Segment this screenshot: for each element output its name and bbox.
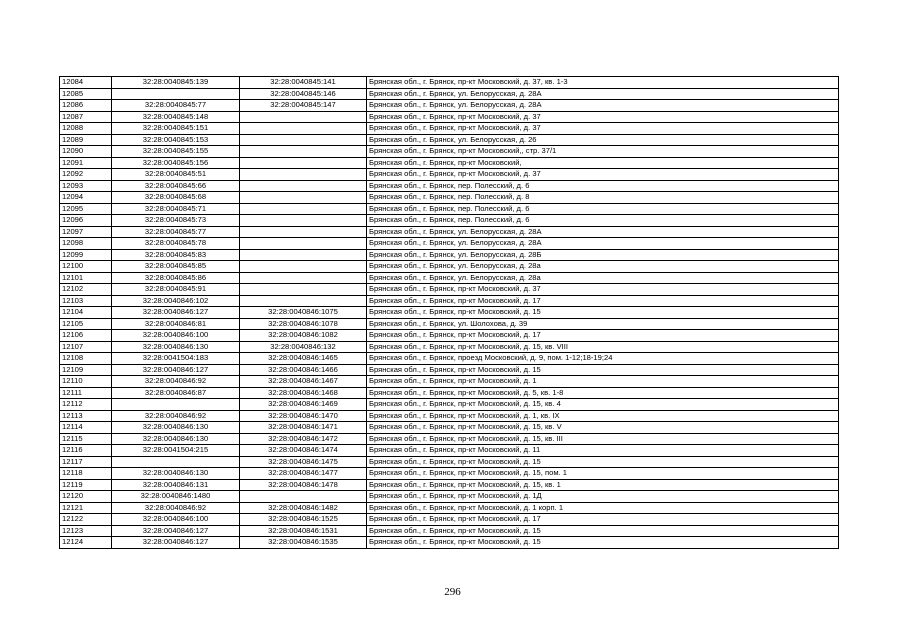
table-row <box>60 376 839 388</box>
cadastral-number-cell: 32:28:0040846:92 <box>112 502 240 514</box>
row-number-cell: 12120 <box>60 491 112 503</box>
cadastral-number-cell: 32:28:0040845:86 <box>112 272 240 284</box>
cadastral-number-cell <box>112 88 240 100</box>
address-cell: Брянская обл., г. Брянск, пр-кт Московский, д. 17 <box>367 514 839 526</box>
cadastral-number-cell: 32:28:0040846:1480 <box>112 491 240 503</box>
address-cell: Брянская обл., г. Брянск, пр-кт Московский, д. 15, кв. III <box>367 433 839 445</box>
related-cadastral-number-cell: 32:28:0040846:1082 <box>240 330 367 342</box>
address-cell: Брянская обл., г. Брянск, пр-кт Московский, д. 15, кв. 1 <box>367 479 839 491</box>
related-cadastral-number-cell: 32:28:0040846:1477 <box>240 468 367 480</box>
cadastral-number-cell: 32:28:0040845:139 <box>112 77 240 89</box>
table-row <box>60 537 839 549</box>
table-row <box>60 353 839 365</box>
cadastral-number-cell: 32:28:0041504:215 <box>112 445 240 457</box>
row-number-cell: 12110 <box>60 376 112 388</box>
address-cell: Брянская обл., г. Брянск, ул. Белорусская, д. 28А <box>367 100 839 112</box>
address-cell: Брянская обл., г. Брянск, ул. Белорусская, д. 28а <box>367 272 839 284</box>
row-number-cell: 12097 <box>60 226 112 238</box>
cadastral-number-cell: 32:28:0040846:127 <box>112 525 240 537</box>
row-number-cell: 12102 <box>60 284 112 296</box>
related-cadastral-number-cell: 32:28:0040846:1075 <box>240 307 367 319</box>
cadastral-number-cell: 32:28:0040846:127 <box>112 537 240 549</box>
address-cell: Брянская обл., г. Брянск, ул. Белорусская, д. 28А <box>367 226 839 238</box>
cadastral-number-cell <box>112 399 240 411</box>
row-number-cell: 12101 <box>60 272 112 284</box>
related-cadastral-number-cell: 32:28:0040845:141 <box>240 77 367 89</box>
address-cell: Брянская обл., г. Брянск, пр-кт Московский, д. 5, кв. 1-8 <box>367 387 839 399</box>
cadastral-number-cell: 32:28:0040845:71 <box>112 203 240 215</box>
table-row <box>60 100 839 112</box>
row-number-cell: 12115 <box>60 433 112 445</box>
cadastral-number-cell: 32:28:0040846:127 <box>112 364 240 376</box>
cadastral-number-cell: 32:28:0040846:81 <box>112 318 240 330</box>
related-cadastral-number-cell: 32:28:0040846:132 <box>240 341 367 353</box>
cadastral-number-cell: 32:28:0040846:92 <box>112 376 240 388</box>
table-row <box>60 433 839 445</box>
table-row <box>60 249 839 261</box>
cadastral-number-cell: 32:28:0040846:100 <box>112 330 240 342</box>
table-row <box>60 77 839 89</box>
related-cadastral-number-cell <box>240 272 367 284</box>
related-cadastral-number-cell <box>240 111 367 123</box>
table-row <box>60 330 839 342</box>
row-number-cell: 12089 <box>60 134 112 146</box>
related-cadastral-number-cell: 32:28:0040845:147 <box>240 100 367 112</box>
table-row <box>60 387 839 399</box>
related-cadastral-number-cell <box>240 295 367 307</box>
row-number-cell: 12103 <box>60 295 112 307</box>
address-cell: Брянская обл., г. Брянск, пр-кт Московский, д. 15, пом. 1 <box>367 468 839 480</box>
related-cadastral-number-cell <box>240 238 367 250</box>
address-cell: Брянская обл., г. Брянск, пр-кт Московский, д. 37 <box>367 111 839 123</box>
related-cadastral-number-cell: 32:28:0040846:1482 <box>240 502 367 514</box>
related-cadastral-number-cell: 32:28:0040846:1466 <box>240 364 367 376</box>
row-number-cell: 12088 <box>60 123 112 135</box>
related-cadastral-number-cell <box>240 249 367 261</box>
cadastral-number-cell: 32:28:0040846:130 <box>112 341 240 353</box>
related-cadastral-number-cell: 32:28:0040846:1531 <box>240 525 367 537</box>
related-cadastral-number-cell <box>240 192 367 204</box>
address-cell: Брянская обл., г. Брянск, пр-кт Московский, д. 11 <box>367 445 839 457</box>
row-number-cell: 12084 <box>60 77 112 89</box>
address-cell: Брянская обл., г. Брянск, пер. Полесский, д. 6 <box>367 215 839 227</box>
table-row <box>60 364 839 376</box>
cadastral-number-cell: 32:28:0040845:66 <box>112 180 240 192</box>
cadastral-number-cell: 32:28:0040845:156 <box>112 157 240 169</box>
related-cadastral-number-cell: 32:28:0040846:1467 <box>240 376 367 388</box>
table-row <box>60 226 839 238</box>
address-cell: Брянская обл., г. Брянск, проезд Московский, д. 9, пом. 1-12;18-19;24 <box>367 353 839 365</box>
row-number-cell: 12094 <box>60 192 112 204</box>
cadastral-number-cell: 32:28:0040845:155 <box>112 146 240 158</box>
related-cadastral-number-cell <box>240 180 367 192</box>
cadastral-number-cell: 32:28:0040846:92 <box>112 410 240 422</box>
related-cadastral-number-cell <box>240 146 367 158</box>
row-number-cell: 12090 <box>60 146 112 158</box>
address-cell: Брянская обл., г. Брянск, пр-кт Московский, д. 15 <box>367 364 839 376</box>
table-row <box>60 272 839 284</box>
table-row <box>60 295 839 307</box>
table-row <box>60 468 839 480</box>
page-number: 296 <box>444 586 461 598</box>
cadastral-number-cell: 32:28:0040845:73 <box>112 215 240 227</box>
address-cell: Брянская обл., г. Брянск, пер. Полесский, д. 8 <box>367 192 839 204</box>
related-cadastral-number-cell: 32:28:0040846:1535 <box>240 537 367 549</box>
related-cadastral-number-cell: 32:28:0040846:1470 <box>240 410 367 422</box>
row-number-cell: 12093 <box>60 180 112 192</box>
row-number-cell: 12085 <box>60 88 112 100</box>
cadastral-number-cell: 32:28:0040845:148 <box>112 111 240 123</box>
table-row <box>60 157 839 169</box>
table-row <box>60 514 839 526</box>
address-cell: Брянская обл., г. Брянск, пр-кт Московский, д. 37 <box>367 284 839 296</box>
row-number-cell: 12117 <box>60 456 112 468</box>
registry-table <box>59 76 839 549</box>
row-number-cell: 12091 <box>60 157 112 169</box>
address-cell: Брянская обл., г. Брянск, пр-кт Московский, д. 15, кв. V <box>367 422 839 434</box>
related-cadastral-number-cell <box>240 284 367 296</box>
cadastral-number-cell: 32:28:0040845:77 <box>112 100 240 112</box>
address-cell: Брянская обл., г. Брянск, пр-кт Московский, д. 1, кв. IX <box>367 410 839 422</box>
table-row <box>60 203 839 215</box>
address-cell: Брянская обл., г. Брянск, пр-кт Московский, д. 1Д <box>367 491 839 503</box>
row-number-cell: 12107 <box>60 341 112 353</box>
related-cadastral-number-cell: 32:28:0040846:1471 <box>240 422 367 434</box>
related-cadastral-number-cell: 32:28:0040846:1468 <box>240 387 367 399</box>
related-cadastral-number-cell <box>240 134 367 146</box>
address-cell: Брянская обл., г. Брянск, пр-кт Московский, д. 15 <box>367 525 839 537</box>
cadastral-number-cell: 32:28:0040845:153 <box>112 134 240 146</box>
cadastral-number-cell: 32:28:0040846:100 <box>112 514 240 526</box>
row-number-cell: 12123 <box>60 525 112 537</box>
cadastral-number-cell <box>112 456 240 468</box>
address-cell: Брянская обл., г. Брянск, ул. Белорусская, д. 28Б <box>367 249 839 261</box>
related-cadastral-number-cell <box>240 261 367 273</box>
table-row <box>60 146 839 158</box>
table-row <box>60 307 839 319</box>
table-row <box>60 318 839 330</box>
row-number-cell: 12118 <box>60 468 112 480</box>
row-number-cell: 12105 <box>60 318 112 330</box>
related-cadastral-number-cell: 32:28:0040845:146 <box>240 88 367 100</box>
table-row <box>60 111 839 123</box>
table-row <box>60 261 839 273</box>
address-cell: Брянская обл., г. Брянск, пр-кт Московский, д. 1 корп. 1 <box>367 502 839 514</box>
table-row <box>60 88 839 100</box>
related-cadastral-number-cell <box>240 215 367 227</box>
address-cell: Брянская обл., г. Брянск, пр-кт Московский, д. 37 <box>367 123 839 135</box>
table-row <box>60 180 839 192</box>
address-cell: Брянская обл., г. Брянск, пр-кт Московский, д. 15 <box>367 537 839 549</box>
table-row <box>60 341 839 353</box>
row-number-cell: 12121 <box>60 502 112 514</box>
related-cadastral-number-cell: 32:28:0040846:1472 <box>240 433 367 445</box>
row-number-cell: 12113 <box>60 410 112 422</box>
row-number-cell: 12099 <box>60 249 112 261</box>
cadastral-number-cell: 32:28:0040846:102 <box>112 295 240 307</box>
related-cadastral-number-cell <box>240 123 367 135</box>
row-number-cell: 12112 <box>60 399 112 411</box>
row-number-cell: 12104 <box>60 307 112 319</box>
table-row <box>60 422 839 434</box>
table-row <box>60 491 839 503</box>
cadastral-number-cell: 32:28:0040846:127 <box>112 307 240 319</box>
table-row <box>60 456 839 468</box>
related-cadastral-number-cell: 32:28:0040846:1475 <box>240 456 367 468</box>
related-cadastral-number-cell <box>240 226 367 238</box>
table-row <box>60 502 839 514</box>
row-number-cell: 12100 <box>60 261 112 273</box>
row-number-cell: 12116 <box>60 445 112 457</box>
address-cell: Брянская обл., г. Брянск, пр-кт Московский,, стр. 37/1 <box>367 146 839 158</box>
table-row <box>60 134 839 146</box>
row-number-cell: 12096 <box>60 215 112 227</box>
cadastral-number-cell: 32:28:0040845:151 <box>112 123 240 135</box>
related-cadastral-number-cell: 32:28:0040846:1465 <box>240 353 367 365</box>
row-number-cell: 12114 <box>60 422 112 434</box>
related-cadastral-number-cell: 32:28:0040846:1525 <box>240 514 367 526</box>
row-number-cell: 12124 <box>60 537 112 549</box>
row-number-cell: 12119 <box>60 479 112 491</box>
cadastral-number-cell: 32:28:0040845:83 <box>112 249 240 261</box>
row-number-cell: 12106 <box>60 330 112 342</box>
cadastral-number-cell: 32:28:0041504:183 <box>112 353 240 365</box>
address-cell: Брянская обл., г. Брянск, пер. Полесский, д. 6 <box>367 180 839 192</box>
address-cell: Брянская обл., г. Брянск, пр-кт Московский, д. 17 <box>367 330 839 342</box>
address-cell: Брянская обл., г. Брянск, пр-кт Московский, д. 15, кв. VIII <box>367 341 839 353</box>
row-number-cell: 12086 <box>60 100 112 112</box>
table-row <box>60 238 839 250</box>
address-cell: Брянская обл., г. Брянск, пр-кт Московский, д. 15 <box>367 307 839 319</box>
table-row <box>60 399 839 411</box>
cadastral-number-cell: 32:28:0040845:77 <box>112 226 240 238</box>
table-row <box>60 410 839 422</box>
address-cell: Брянская обл., г. Брянск, пр-кт Московский, д. 37, кв. 1-3 <box>367 77 839 89</box>
address-cell: Брянская обл., г. Брянск, ул. Белорусская, д. 28А <box>367 88 839 100</box>
related-cadastral-number-cell: 32:28:0040846:1474 <box>240 445 367 457</box>
row-number-cell: 12111 <box>60 387 112 399</box>
cadastral-number-cell: 32:28:0040846:87 <box>112 387 240 399</box>
related-cadastral-number-cell <box>240 203 367 215</box>
address-cell: Брянская обл., г. Брянск, пр-кт Московский, <box>367 157 839 169</box>
cadastral-number-cell: 32:28:0040845:91 <box>112 284 240 296</box>
table-row <box>60 479 839 491</box>
related-cadastral-number-cell <box>240 169 367 181</box>
address-cell: Брянская обл., г. Брянск, ул. Белорусская, д. 28А <box>367 238 839 250</box>
cadastral-number-cell: 32:28:0040846:130 <box>112 468 240 480</box>
address-cell: Брянская обл., г. Брянск, ул. Белорусская, д. 28а <box>367 261 839 273</box>
address-cell: Брянская обл., г. Брянск, ул. Шолохова, д. 39 <box>367 318 839 330</box>
table-row <box>60 215 839 227</box>
row-number-cell: 12098 <box>60 238 112 250</box>
table-row <box>60 123 839 135</box>
cadastral-number-cell: 32:28:0040846:130 <box>112 422 240 434</box>
table-row <box>60 192 839 204</box>
related-cadastral-number-cell: 32:28:0040846:1478 <box>240 479 367 491</box>
row-number-cell: 12095 <box>60 203 112 215</box>
row-number-cell: 12087 <box>60 111 112 123</box>
related-cadastral-number-cell: 32:28:0040846:1469 <box>240 399 367 411</box>
address-cell: Брянская обл., г. Брянск, пр-кт Московский, д. 17 <box>367 295 839 307</box>
cadastral-number-cell: 32:28:0040846:131 <box>112 479 240 491</box>
row-number-cell: 12108 <box>60 353 112 365</box>
address-cell: Брянская обл., г. Брянск, пр-кт Московский, д. 37 <box>367 169 839 181</box>
related-cadastral-number-cell <box>240 157 367 169</box>
address-cell: Брянская обл., г. Брянск, пер. Полесский, д. 6 <box>367 203 839 215</box>
related-cadastral-number-cell: 32:28:0040846:1078 <box>240 318 367 330</box>
row-number-cell: 12109 <box>60 364 112 376</box>
cadastral-number-cell: 32:28:0040846:130 <box>112 433 240 445</box>
cadastral-number-cell: 32:28:0040845:85 <box>112 261 240 273</box>
table-row <box>60 525 839 537</box>
table-row <box>60 169 839 181</box>
row-number-cell: 12092 <box>60 169 112 181</box>
table-row <box>60 284 839 296</box>
related-cadastral-number-cell <box>240 491 367 503</box>
cadastral-number-cell: 32:28:0040845:78 <box>112 238 240 250</box>
address-cell: Брянская обл., г. Брянск, пр-кт Московский, д. 15 <box>367 456 839 468</box>
address-cell: Брянская обл., г. Брянск, ул. Белорусская, д. 26 <box>367 134 839 146</box>
row-number-cell: 12122 <box>60 514 112 526</box>
address-cell: Брянская обл., г. Брянск, пр-кт Московский, д. 1 <box>367 376 839 388</box>
cadastral-number-cell: 32:28:0040845:51 <box>112 169 240 181</box>
registry-table-body <box>60 77 839 549</box>
address-cell: Брянская обл., г. Брянск, пр-кт Московский, д. 15, кв. 4 <box>367 399 839 411</box>
table-row <box>60 445 839 457</box>
cadastral-number-cell: 32:28:0040845:68 <box>112 192 240 204</box>
